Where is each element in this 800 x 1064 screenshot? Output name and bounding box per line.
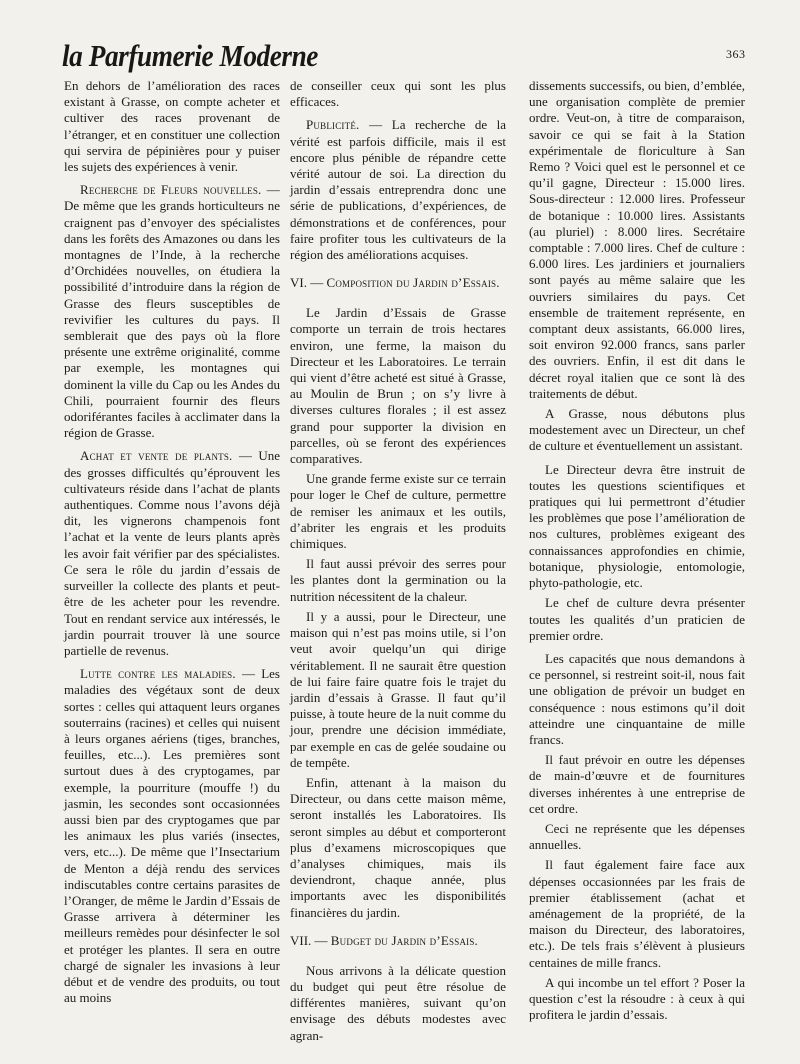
section-heading-vii <box>290 933 506 949</box>
paragraph: Il faut prévoir en outre les dépenses de main-d’œuvre et de fournitures diverses inhérentes à une entreprise de cet ordre. <box>529 752 745 816</box>
run-in-heading: Lutte contre les maladies. — <box>80 666 256 682</box>
section-title: Composition du Jardin d’Essais. <box>326 275 500 291</box>
paragraph-body: Une des grosses difficultés qu’éprouvent les cultivateurs réside dans l’achat de plants authentiques. Comme nous l’avons déjà dit, les vignerons champenois font l’achat et la vente de leurs plants après les avoir fait vérifier par des spécialistes. Ce sera le rôle du jardin d’essais de surveiller la collecte des plants et peut-être de les acheter pour les revendre. Tout en rendant service aux intéressés, le jardin pourrait trouver là une source partielle de revenus. <box>64 448 280 658</box>
paragraph <box>64 666 280 1006</box>
section-title: Budget du Jardin d’Essais. <box>330 932 479 948</box>
paragraph <box>290 117 506 263</box>
paragraph: Le Jardin d’Essais de Grasse comporte un terrain de trois hectares environ, une ferme, la maison du Directeur et les Laboratoires. Le terrain qui vient d’être acheté est situé à Grasse, au Moulin de Brun ; on s’y livre à diverses cultures florales ; il est assez grand pour supporter la division en parcelles, où se feront des expériences comparatives. <box>290 305 506 467</box>
paragraph: Le Directeur devra être instruit de toutes les questions scientifiques et pratiques qui lui permettront d’étudier les problèmes que pose l’amélioration de nos cultures, problèmes exigeant des connaissances approfondies en chimie, botanique, physiologie, entomologie, phyto-pathologie, etc. <box>529 461 745 591</box>
text-column-3 <box>529 78 745 1023</box>
section-number: VII. — <box>290 932 328 948</box>
paragraph: dissements successifs, ou bien, d’emblée, une organisation complète de premier ordre. Veut-on, à titre de comparaison, savoir ce qui se fait à la Station expérimentale de floriculture à San Remo ? Voici quel est le personnel et ce qu’il gagne, Directeur : 15.000 lires. Sous-directeur : 12.000 lires. Professeur de botanique : 10.000 lires. Assistants (au pluriel) : 8.000 lires. Secrétaire comptable : 7.000 lires. Chef de culture : 6.000 lires. Les jardiniers et journaliers sont payés au même salaire que les ouvriers similaires du pays. Cet ensemble de traitement représente, en comptant deux assistants, 66.000 lires, soit environ 92.000 francs, sans parler des ouvriers. Enfin, il est dit dans le décret royal italien que ce sont là des traitements de début. <box>529 78 745 401</box>
paragraph: de conseiller ceux qui sont les plus efficaces. <box>290 78 506 110</box>
journal-masthead: la Parfumerie Moderne <box>62 38 318 73</box>
paragraph: Une grande ferme existe sur ce terrain pour loger le Chef de culture, permettre de remiser les animaux et les outils, d’abriter les engrais et les produits chimiques. <box>290 471 506 552</box>
paragraph: Il y a aussi, pour le Directeur, une maison qui n’est pas moins utile, si l’on veut avoir quelqu’un qui dirige véritablement. Il ne saurait être question de lui faire faire quatre fois le trajet du jardin d’essais à Grasse. Il faut qu’il puisse, à toute heure de la nuit comme du jour, prendre une décision immédiate, par exemple en cas de gelée soudaine ou de tempête. <box>290 608 506 770</box>
paragraph: Nous arrivons à la délicate question du budget qui peut être résolue de différentes manières, suivant qu’on envisage des débuts modestes avec agran- <box>290 962 506 1043</box>
paragraph: Il faut aussi prévoir des serres pour les plantes dont la germination ou la nutrition nécessitent de la chaleur. <box>290 556 506 604</box>
paragraph: A Grasse, nous débutons plus modestement avec un Directeur, un chef de culture et éventuellement un assistant. <box>529 406 745 454</box>
paragraph: Les capacités que nous demandons à ce personnel, si restreint soit-il, nous fait une obligation de prévoir un budget en conséquence : nous estimons qu’il doit atteindre une cinquantaine de mille francs. <box>529 650 745 747</box>
run-in-heading: Publicité. — <box>306 117 383 133</box>
paragraph: Enfin, attenant à la maison du Directeur, ou dans cette maison même, seront installés les Laboratoires. Ils seront simples au début et comporteront plus d’examens microscopiques que d’analyses chimiques, mais ils deviendront, chaque année, plus importants avec les disponibilités financières du jardin. <box>290 774 506 920</box>
paragraph: A qui incombe un tel effort ? Poser la question c’est la résoudre : à ceux à qui profitera le jardin d’essais. <box>529 974 745 1023</box>
paragraph-body: La recherche de la vérité est parfois difficile, mais il est encore plus pénible de répandre cette vérité autour de soi. La direction du jardin d’essais entreprendra donc une série de publications, d’expériences, de démonstrations et de conférences, pour faire profiter tous les cultivateurs de la région des améliorations acquises. <box>290 117 506 263</box>
run-in-heading: Achat et vente de plants. — <box>80 448 253 464</box>
paragraph: Ceci ne représente que les dépenses annuelles. <box>529 820 745 853</box>
paragraph <box>64 448 280 659</box>
paragraph: Le chef de culture devra présenter toutes les qualités d’un praticien de premier ordre. <box>529 595 745 643</box>
text-column-1 <box>64 78 280 1006</box>
section-heading-vi <box>290 275 506 291</box>
run-in-heading: Recherche de Fleurs nouvelles. — <box>80 182 280 198</box>
paragraph-body: Les maladies des végétaux sont de deux sortes : celles qui attaquent leurs organes souterrains (racines) et celles qui nuisent à leurs organes aériens (tiges, branches, feuilles, etc...). Les premières sont surtout dues à des cryptogames, par exemple, la pourriture (mouffe !) du jasmin, les secondes sont occasionnées aussi bien par des cryptogames que par les animaux les plus variés (insectes, vers, etc...). De même que l’Insectarium de Menton a déjà rendu des services indiscutables contre certains parasites de l’Oranger, de même le Jardin d’Essais de Grasse arrivera à déterminer les meilleurs remèdes pour désinfecter le sol et protéger les plantes. Il sera en outre chargé de signaler les invasions à leur début et de vendre des produits, ou tout au moins <box>64 666 280 1006</box>
section-number: VI. — <box>290 275 324 291</box>
page-number: 363 <box>726 47 746 61</box>
paragraph <box>64 182 280 441</box>
paragraph: Il faut également faire face aux dépenses occasionnées par les frais de premier établissement (achat et aménagement de la propriété, de la maison du Directeur, des laboratoires, etc.). De tels frais s’élèvent à plusieurs centaines de mille francs. <box>529 857 745 970</box>
text-column-2 <box>290 78 506 1044</box>
paragraph: En dehors de l’amélioration des races existant à Grasse, on compte acheter et cultiver des races provenant de l’étranger, et en constituer une collection qui servira de pépinières pour y puiser les sujets des expériences à venir. <box>64 78 280 175</box>
paragraph-body: De même que les grands horticulteurs ne craignent pas d’envoyer des spécialistes dans les forêts des Amazones ou dans les montagnes de l’Inde, à la recherche d’Orchidées nouvelles, on étudiera la possibilité d’introduire dans la région de Grasse des fleurs susceptibles de revivifier les cultures du pays. Il semblerait que des pays où la flore présente une extrême originalité, comme par exemple, les montagnes qui dominent la ville du Cap ou les Andes du Chili, pourraient fournir des fleurs odoriférantes faciles à acclimater dans la région de Grasse. <box>64 198 280 441</box>
